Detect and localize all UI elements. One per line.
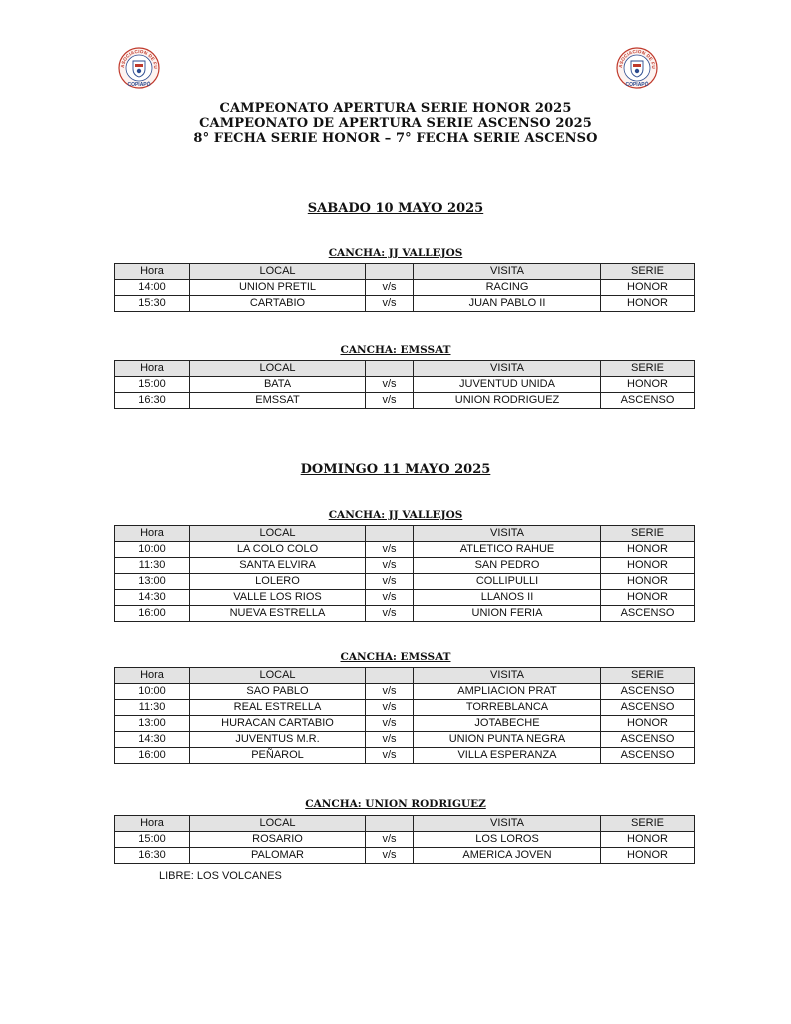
header-hora: Hora [115, 361, 190, 377]
table-row [115, 848, 695, 864]
fixture-table [114, 525, 695, 622]
cell-serie: HONOR [601, 716, 695, 732]
cell-local: PALOMAR [190, 848, 366, 864]
table-row [115, 590, 695, 606]
cell-serie: HONOR [601, 377, 695, 393]
cell-serie: HONOR [601, 558, 695, 574]
association-logo-left [116, 44, 162, 98]
header-local: LOCAL [190, 526, 366, 542]
cell-serie: ASCENSO [601, 684, 695, 700]
header-serie: SERIE [601, 264, 695, 280]
cell-vs: v/s [366, 606, 414, 622]
header-visita: VISITA [414, 264, 601, 280]
svg-text:COPIAPÓ: COPIAPÓ [625, 82, 649, 88]
cell-visita: UNION RODRIGUEZ [414, 393, 601, 409]
table-header-row [115, 816, 695, 832]
fixture-table [114, 263, 695, 312]
cell-serie: ASCENSO [601, 700, 695, 716]
header-local: LOCAL [190, 264, 366, 280]
cell-visita: AMPLIACION PRAT [414, 684, 601, 700]
day-heading-sunday: DOMINGO 11 MAYO 2025 [300, 462, 491, 477]
cell-local: HURACAN CARTABIO [190, 716, 366, 732]
cell-vs: v/s [366, 542, 414, 558]
cell-visita: JUVENTUD UNIDA [414, 377, 601, 393]
cell-serie: HONOR [601, 848, 695, 864]
table-row [115, 732, 695, 748]
cell-local: VALLE LOS RIOS [190, 590, 366, 606]
cell-visita: COLLIPULLI [414, 574, 601, 590]
cancha-heading: CANCHA: EMSSAT [340, 344, 451, 356]
header-vs [366, 668, 414, 684]
header-local: LOCAL [190, 668, 366, 684]
fixture-table [114, 815, 695, 864]
cell-vs: v/s [366, 393, 414, 409]
cell-hora: 14:30 [115, 590, 190, 606]
cell-vs: v/s [366, 848, 414, 864]
cell-vs: v/s [366, 590, 414, 606]
cell-serie: HONOR [601, 832, 695, 848]
cancha-heading: CANCHA: JJ VALLEJOS [328, 509, 463, 521]
cell-vs: v/s [366, 732, 414, 748]
table-row [115, 542, 695, 558]
cell-visita: UNION PUNTA NEGRA [414, 732, 601, 748]
cell-vs: v/s [366, 716, 414, 732]
cell-serie: ASCENSO [601, 748, 695, 764]
cell-hora: 16:00 [115, 748, 190, 764]
header-vs [366, 361, 414, 377]
association-logo-right [614, 44, 660, 98]
cell-serie: HONOR [601, 296, 695, 312]
header-vs [366, 526, 414, 542]
cell-serie: HONOR [601, 542, 695, 558]
table-row [115, 832, 695, 848]
table-row [115, 574, 695, 590]
table-row [115, 393, 695, 409]
cell-local: SAO PABLO [190, 684, 366, 700]
cell-vs: v/s [366, 832, 414, 848]
cell-vs: v/s [366, 377, 414, 393]
header-hora: Hora [115, 264, 190, 280]
header-vs [366, 816, 414, 832]
fixture-table [114, 360, 695, 409]
cell-local: REAL ESTRELLA [190, 700, 366, 716]
table-header-row [115, 264, 695, 280]
header-visita: VISITA [414, 668, 601, 684]
day-heading-saturday: SABADO 10 MAYO 2025 [307, 201, 484, 216]
cell-local: ROSARIO [190, 832, 366, 848]
header-hora: Hora [115, 526, 190, 542]
cell-local: JUVENTUS M.R. [190, 732, 366, 748]
header-serie: SERIE [601, 816, 695, 832]
table-row [115, 748, 695, 764]
cell-hora: 15:00 [115, 832, 190, 848]
table-row [115, 716, 695, 732]
cell-hora: 14:00 [115, 280, 190, 296]
cell-visita: VILLA ESPERANZA [414, 748, 601, 764]
cell-hora: 13:00 [115, 716, 190, 732]
cell-vs: v/s [366, 280, 414, 296]
cell-serie: HONOR [601, 280, 695, 296]
title-ascenso: CAMPEONATO DE APERTURA SERIE ASCENSO 2025 [199, 116, 592, 131]
cell-hora: 11:30 [115, 558, 190, 574]
cancha-heading: CANCHA: UNION RODRIGUEZ [305, 798, 486, 810]
title-fecha: 8° FECHA SERIE HONOR – 7° FECHA SERIE ASCENSO [193, 131, 598, 146]
header-visita: VISITA [414, 361, 601, 377]
cell-serie: HONOR [601, 590, 695, 606]
cell-local: EMSSAT [190, 393, 366, 409]
cell-visita: SAN PEDRO [414, 558, 601, 574]
cell-visita: JUAN PABLO II [414, 296, 601, 312]
cell-visita: AMERICA JOVEN [414, 848, 601, 864]
cell-hora: 16:30 [115, 393, 190, 409]
cell-hora: 14:30 [115, 732, 190, 748]
svg-text:ASOCIACION DE FUTBOL AMATEUR: ASOCIACION DE FU [119, 48, 159, 70]
libre-note: LIBRE: LOS VOLCANES [159, 870, 282, 882]
cell-serie: ASCENSO [601, 606, 695, 622]
svg-text:COPIAPÓ: COPIAPÓ [127, 82, 151, 88]
cell-local: PEÑAROL [190, 748, 366, 764]
cell-vs: v/s [366, 700, 414, 716]
header-local: LOCAL [190, 816, 366, 832]
cell-visita: RACING [414, 280, 601, 296]
cell-visita: ATLETICO RAHUE [414, 542, 601, 558]
title-honor: CAMPEONATO APERTURA SERIE HONOR 2025 [219, 101, 572, 116]
header-serie: SERIE [601, 526, 695, 542]
table-row [115, 296, 695, 312]
cancha-heading: CANCHA: JJ VALLEJOS [328, 247, 463, 259]
header-serie: SERIE [601, 361, 695, 377]
cell-hora: 16:30 [115, 848, 190, 864]
svg-text:ASOCIACION DE FUTBOL AMATEUR: ASOCIACION DE FU [617, 48, 657, 70]
header-hora: Hora [115, 668, 190, 684]
table-row [115, 558, 695, 574]
cell-hora: 10:00 [115, 542, 190, 558]
cell-serie: ASCENSO [601, 393, 695, 409]
cell-vs: v/s [366, 684, 414, 700]
cell-local: UNION PRETIL [190, 280, 366, 296]
header-visita: VISITA [414, 526, 601, 542]
table-header-row [115, 361, 695, 377]
table-row [115, 606, 695, 622]
cell-visita: LOS LOROS [414, 832, 601, 848]
cell-local: LOLERO [190, 574, 366, 590]
cell-local: BATA [190, 377, 366, 393]
cell-vs: v/s [366, 748, 414, 764]
table-header-row [115, 526, 695, 542]
cell-visita: TORREBLANCA [414, 700, 601, 716]
cell-hora: 15:30 [115, 296, 190, 312]
cell-visita: JOTABECHE [414, 716, 601, 732]
table-header-row [115, 668, 695, 684]
cell-visita: LLANOS II [414, 590, 601, 606]
cell-local: CARTABIO [190, 296, 366, 312]
table-row [115, 700, 695, 716]
cell-hora: 10:00 [115, 684, 190, 700]
fixture-table [114, 667, 695, 764]
cell-local: LA COLO COLO [190, 542, 366, 558]
cell-hora: 16:00 [115, 606, 190, 622]
cell-visita: UNION FERIA [414, 606, 601, 622]
header-local: LOCAL [190, 361, 366, 377]
cell-hora: 13:00 [115, 574, 190, 590]
cell-serie: HONOR [601, 574, 695, 590]
table-row [115, 377, 695, 393]
header-serie: SERIE [601, 668, 695, 684]
cell-vs: v/s [366, 558, 414, 574]
cancha-heading: CANCHA: EMSSAT [340, 651, 451, 663]
cell-local: NUEVA ESTRELLA [190, 606, 366, 622]
cell-local: SANTA ELVIRA [190, 558, 366, 574]
cell-vs: v/s [366, 574, 414, 590]
cell-hora: 15:00 [115, 377, 190, 393]
header-visita: VISITA [414, 816, 601, 832]
document-titles [0, 101, 791, 146]
cell-vs: v/s [366, 296, 414, 312]
cell-hora: 11:30 [115, 700, 190, 716]
table-row [115, 684, 695, 700]
cell-serie: ASCENSO [601, 732, 695, 748]
header-vs [366, 264, 414, 280]
header-hora: Hora [115, 816, 190, 832]
table-row [115, 280, 695, 296]
